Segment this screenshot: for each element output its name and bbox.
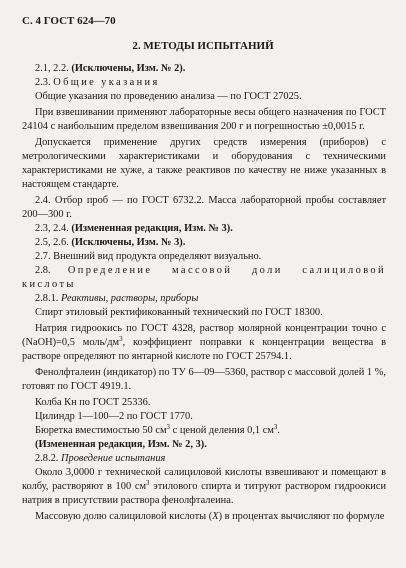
clause-number: 2.8.	[35, 265, 51, 276]
clause-title: Общие указания	[53, 77, 160, 88]
paragraph-amendment	[22, 438, 386, 452]
paragraph-2-8-1	[22, 292, 386, 306]
paragraph-burette: Бюретка вместимостью 50 $см^3$ с ценой деления 0,1 $см^3$.	[35, 423, 281, 436]
amendment-note: (Исключены, Изм. № 2).	[71, 63, 186, 74]
paragraph-allowed: Допускается применение других средств измерения (приборов) с метрологическими характеристиками и оборудования с техническими характеристиками не хуже, а также реактивов по качеству не ниже указанных в настоящем стандарте.	[22, 137, 386, 190]
clause-title: Проведение испытания	[61, 453, 166, 464]
paragraph-2-3	[22, 76, 386, 90]
paragraph-weighing: При взвешивании применяют лабораторные весы общего назначения по ГОСТ 24104 с наибольшим пределом взвешивания 200 г и погрешностью ±0,0015 г.	[22, 107, 386, 132]
paragraph-2-4: 2.4. Отбор проб — по ГОСТ 6732.2. Масса лабораторной пробы составляет 200—300 г.	[22, 195, 386, 220]
amendment-note: (Измененная редакция, Изм. № 3).	[71, 223, 233, 234]
clause-number: 2.8.1.	[35, 293, 59, 304]
amendment-note: (Исключены, Изм. № 3).	[71, 237, 186, 248]
clause-number: 2.3, 2.4.	[35, 223, 69, 234]
paragraph-phenolphthalein: Фенолфталеин (индикатор) по ТУ 6—09—5360, раствор с массовой долей 1 %, готовят по ГОСТ 4919.1.	[22, 367, 386, 392]
paragraph-flask: Колба Кн по ГОСТ 25336.	[35, 397, 151, 408]
paragraph-2-5	[22, 236, 386, 250]
paragraph-general: Общие указания по проведению анализа — по ГОСТ 27025.	[35, 91, 302, 102]
section-title: 2. МЕТОДЫ ИСПЫТАНИЙ	[132, 40, 274, 52]
clause-title: Реактивы, растворы, приборы	[61, 293, 199, 304]
clause-number: 2.1, 2.2.	[35, 63, 69, 74]
clause-title: Определение массовой доли салициловой кислоты	[22, 265, 386, 290]
clause-number: 2.8.2.	[35, 453, 59, 464]
paragraph-2-3-2-4	[22, 222, 386, 236]
paragraph-2-7: 2.7. Внешний вид продукта определяют визуально.	[35, 251, 262, 262]
amendment-note: (Измененная редакция, Изм. № 2, 3).	[35, 439, 207, 450]
paragraph-2-8	[22, 264, 386, 292]
paragraph-ethanol: Спирт этиловый ректификованный технический по ГОСТ 18300.	[35, 307, 323, 318]
paragraph-formula-intro: Массовую долю салициловой кислоты (X) в процентах вычисляют по формуле	[35, 511, 385, 522]
paragraph-procedure: Около 3,0000 г технической салициловой кислоты взвешивают и помещают в колбу, растворяют в 100 $см^3$ этилового спирта и титруют раствором гидроокиси натрия в присутствии раствора фенолфталеина.	[22, 467, 387, 506]
clause-number: 2.5, 2.6.	[35, 237, 69, 248]
paragraph-naoh: Натрия гидроокись по ГОСТ 4328, раствор молярной концентрации точно с (NaOH)=0,5 моль/$дм^3$, коэффициент поправки к концентрации вещества в растворе определяют по янтарной кислоте по ГОСТ 25794.1.	[22, 323, 386, 362]
document-body	[22, 62, 386, 524]
paragraph-2-1	[22, 62, 386, 76]
paragraph-cylinder: Цилиндр 1—100—2 по ГОСТ 1770.	[35, 411, 193, 422]
clause-number: 2.3.	[35, 77, 51, 88]
page-header: С. 4 ГОСТ 624—70	[22, 15, 116, 27]
paragraph-2-8-2	[22, 452, 386, 466]
